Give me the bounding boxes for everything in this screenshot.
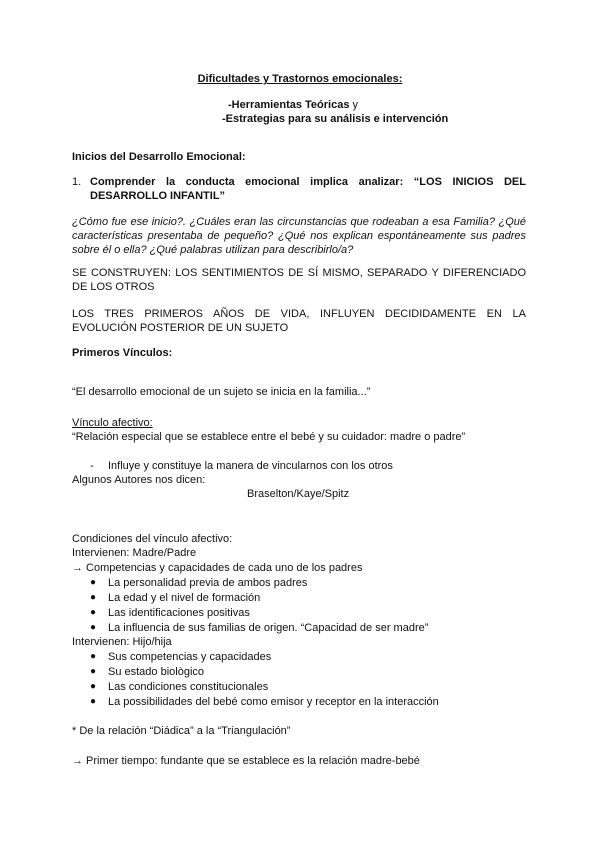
- bullet-icon: ●: [90, 696, 97, 707]
- bullet-icon: ●: [90, 666, 97, 677]
- para-tres-anos-line-2: EVOLUCIÓN POSTERIOR DE UN SUJETO: [72, 322, 289, 334]
- questions-line-3: sobre él o ella? ¿Qué palabras utilizan para describirlo/a?: [72, 244, 354, 256]
- bullet-icon: ●: [90, 607, 97, 618]
- subtitle-tools: -Herramientas Teóricas: [228, 99, 350, 111]
- parents-item-4: La influencia de sus familias de origen. “Capacidad de ser madre”: [108, 622, 429, 634]
- bullet-icon: ●: [90, 577, 97, 588]
- para-sentimientos-line-2: DE LOS OTROS: [72, 281, 155, 293]
- para-sentimientos-line-1: SE CONSTRUYEN: LOS SENTIMIENTOS DE SÍ MISMO, SEPARADO Y DIFERENCIADO: [72, 267, 526, 279]
- bullet-icon: ●: [90, 681, 97, 692]
- questions-line-2: características presentaba de pequeño? ¿Qué nos explican espontáneamente sus padres: [72, 230, 526, 242]
- relation-note: * De la relación “Diádica” a la “Triangulación”: [72, 725, 291, 737]
- parents-item-2: La edad y el nivel de formación: [108, 592, 261, 604]
- child-item-4: La possibilidades del bebé como emisor y receptor en la interacción: [108, 696, 439, 708]
- document-title: Dificultades y Trastornos emocionales:: [197, 73, 403, 85]
- list-item-1-line-2: DESARROLLO INFANTIL”: [90, 190, 226, 202]
- subtitle-line-2: -Estrategias para su análisis e intervención: [222, 113, 449, 125]
- questions-line-1: ¿Cómo fue ese inicio?. ¿Cuáles eran las circunstancias que rodeaban a esa Familia? ¿Qué: [72, 216, 526, 228]
- list-number-1: 1.: [72, 176, 82, 188]
- child-item-3: Las condiciones constitucionales: [108, 681, 269, 693]
- dash-bullet: -: [90, 460, 94, 472]
- authors-intro: Algunos Autores nos dicen:: [72, 474, 206, 486]
- vinculo-afectivo-label: Vínculo afectivo:: [72, 417, 153, 429]
- bullet-icon: ●: [90, 592, 97, 603]
- child-item-1: Sus competencias y capacidades: [108, 651, 272, 663]
- parents-item-3: Las identificaciones positivas: [108, 607, 250, 619]
- list-item-1-line-1: Comprender la conducta emocional implica analizar: “LOS INICIOS DEL: [90, 176, 526, 188]
- dash-item-influye: Influye y constituye la manera de vincularnos con los otros: [108, 460, 393, 472]
- subtitle-line-1: [228, 98, 358, 112]
- para-tres-anos-line-1: LOS TRES PRIMEROS AÑOS DE VIDA, INFLUYEN DECIDIDAMENTE EN LA: [72, 308, 526, 320]
- authors-names: Braselton/Kaye/Spitz: [247, 488, 350, 500]
- first-time-line: → Primer tiempo: fundante que se establece es la relación madre-bebé: [72, 755, 420, 767]
- conditions-label: Condiciones del vínculo afectivo:: [72, 533, 233, 545]
- bullet-icon: ●: [90, 651, 97, 662]
- parents-item-1: La personalidad previa de ambos padres: [108, 577, 308, 589]
- child-label: Intervienen: Hijo/hija: [72, 636, 172, 648]
- quote-family: “El desarrollo emocional de un sujeto se inicia en la familia...”: [72, 386, 371, 398]
- parents-label: Intervienen: Madre/Padre: [72, 547, 197, 559]
- vinculo-afectivo-definition: “Relación especial que se establece entre el bebé y su cuidador: madre o padre”: [72, 431, 466, 443]
- subtitle-and: y: [349, 99, 359, 111]
- section-heading-inicios: Inicios del Desarrollo Emocional:: [72, 151, 246, 163]
- section-heading-vinculos: Primeros Vínculos:: [72, 347, 173, 359]
- child-item-2: Su estado biològico: [108, 666, 205, 678]
- bullet-icon: ●: [90, 622, 97, 633]
- parents-arrow-line: → Competencias y capacidades de cada uno de los padres: [72, 562, 363, 574]
